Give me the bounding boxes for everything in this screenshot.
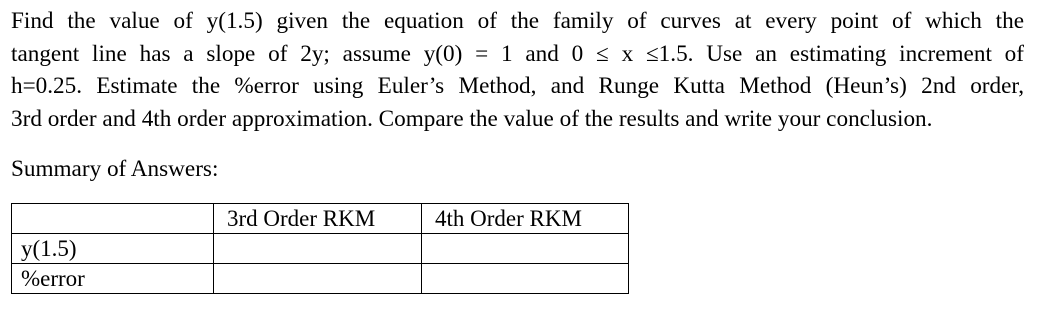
problem-line-3: h=0.25. Estimate the %error using Euler’s Method, and Runge Kutta Method (Heun’s) 2nd order,	[11, 73, 1024, 99]
answers-table	[11, 203, 629, 294]
table-row	[12, 234, 629, 264]
answer-cell-error-3rd-order[interactable]	[214, 264, 422, 294]
header-cell-4th-order-rkm: 4th Order RKM	[422, 204, 629, 234]
row-label-percent-error: %error	[12, 264, 214, 294]
table-header-row	[12, 204, 629, 234]
answer-cell-y-4th-order[interactable]	[422, 234, 629, 264]
header-cell-3rd-order-rkm: 3rd Order RKM	[214, 204, 422, 234]
summary-heading: Summary of Answers:	[11, 156, 219, 182]
answer-cell-y-3rd-order[interactable]	[214, 234, 422, 264]
row-label-y-1-5: y(1.5)	[12, 234, 214, 264]
problem-line-1: Find the value of y(1.5) given the equation of the family of curves at every point of which the	[11, 8, 1024, 34]
problem-line-4: 3rd order and 4th order approximation. Compare the value of the results and write your conclusion.	[11, 105, 933, 132]
problem-statement	[11, 5, 1024, 135]
answer-cell-error-4th-order[interactable]	[422, 264, 629, 294]
problem-line-2: tangent line has a slope of 2y; assume y(0) = 1 and 0 ≤ x ≤1.5. Use an estimating increment of	[11, 40, 1024, 67]
table-row	[12, 264, 629, 294]
header-cell-empty	[12, 204, 214, 234]
